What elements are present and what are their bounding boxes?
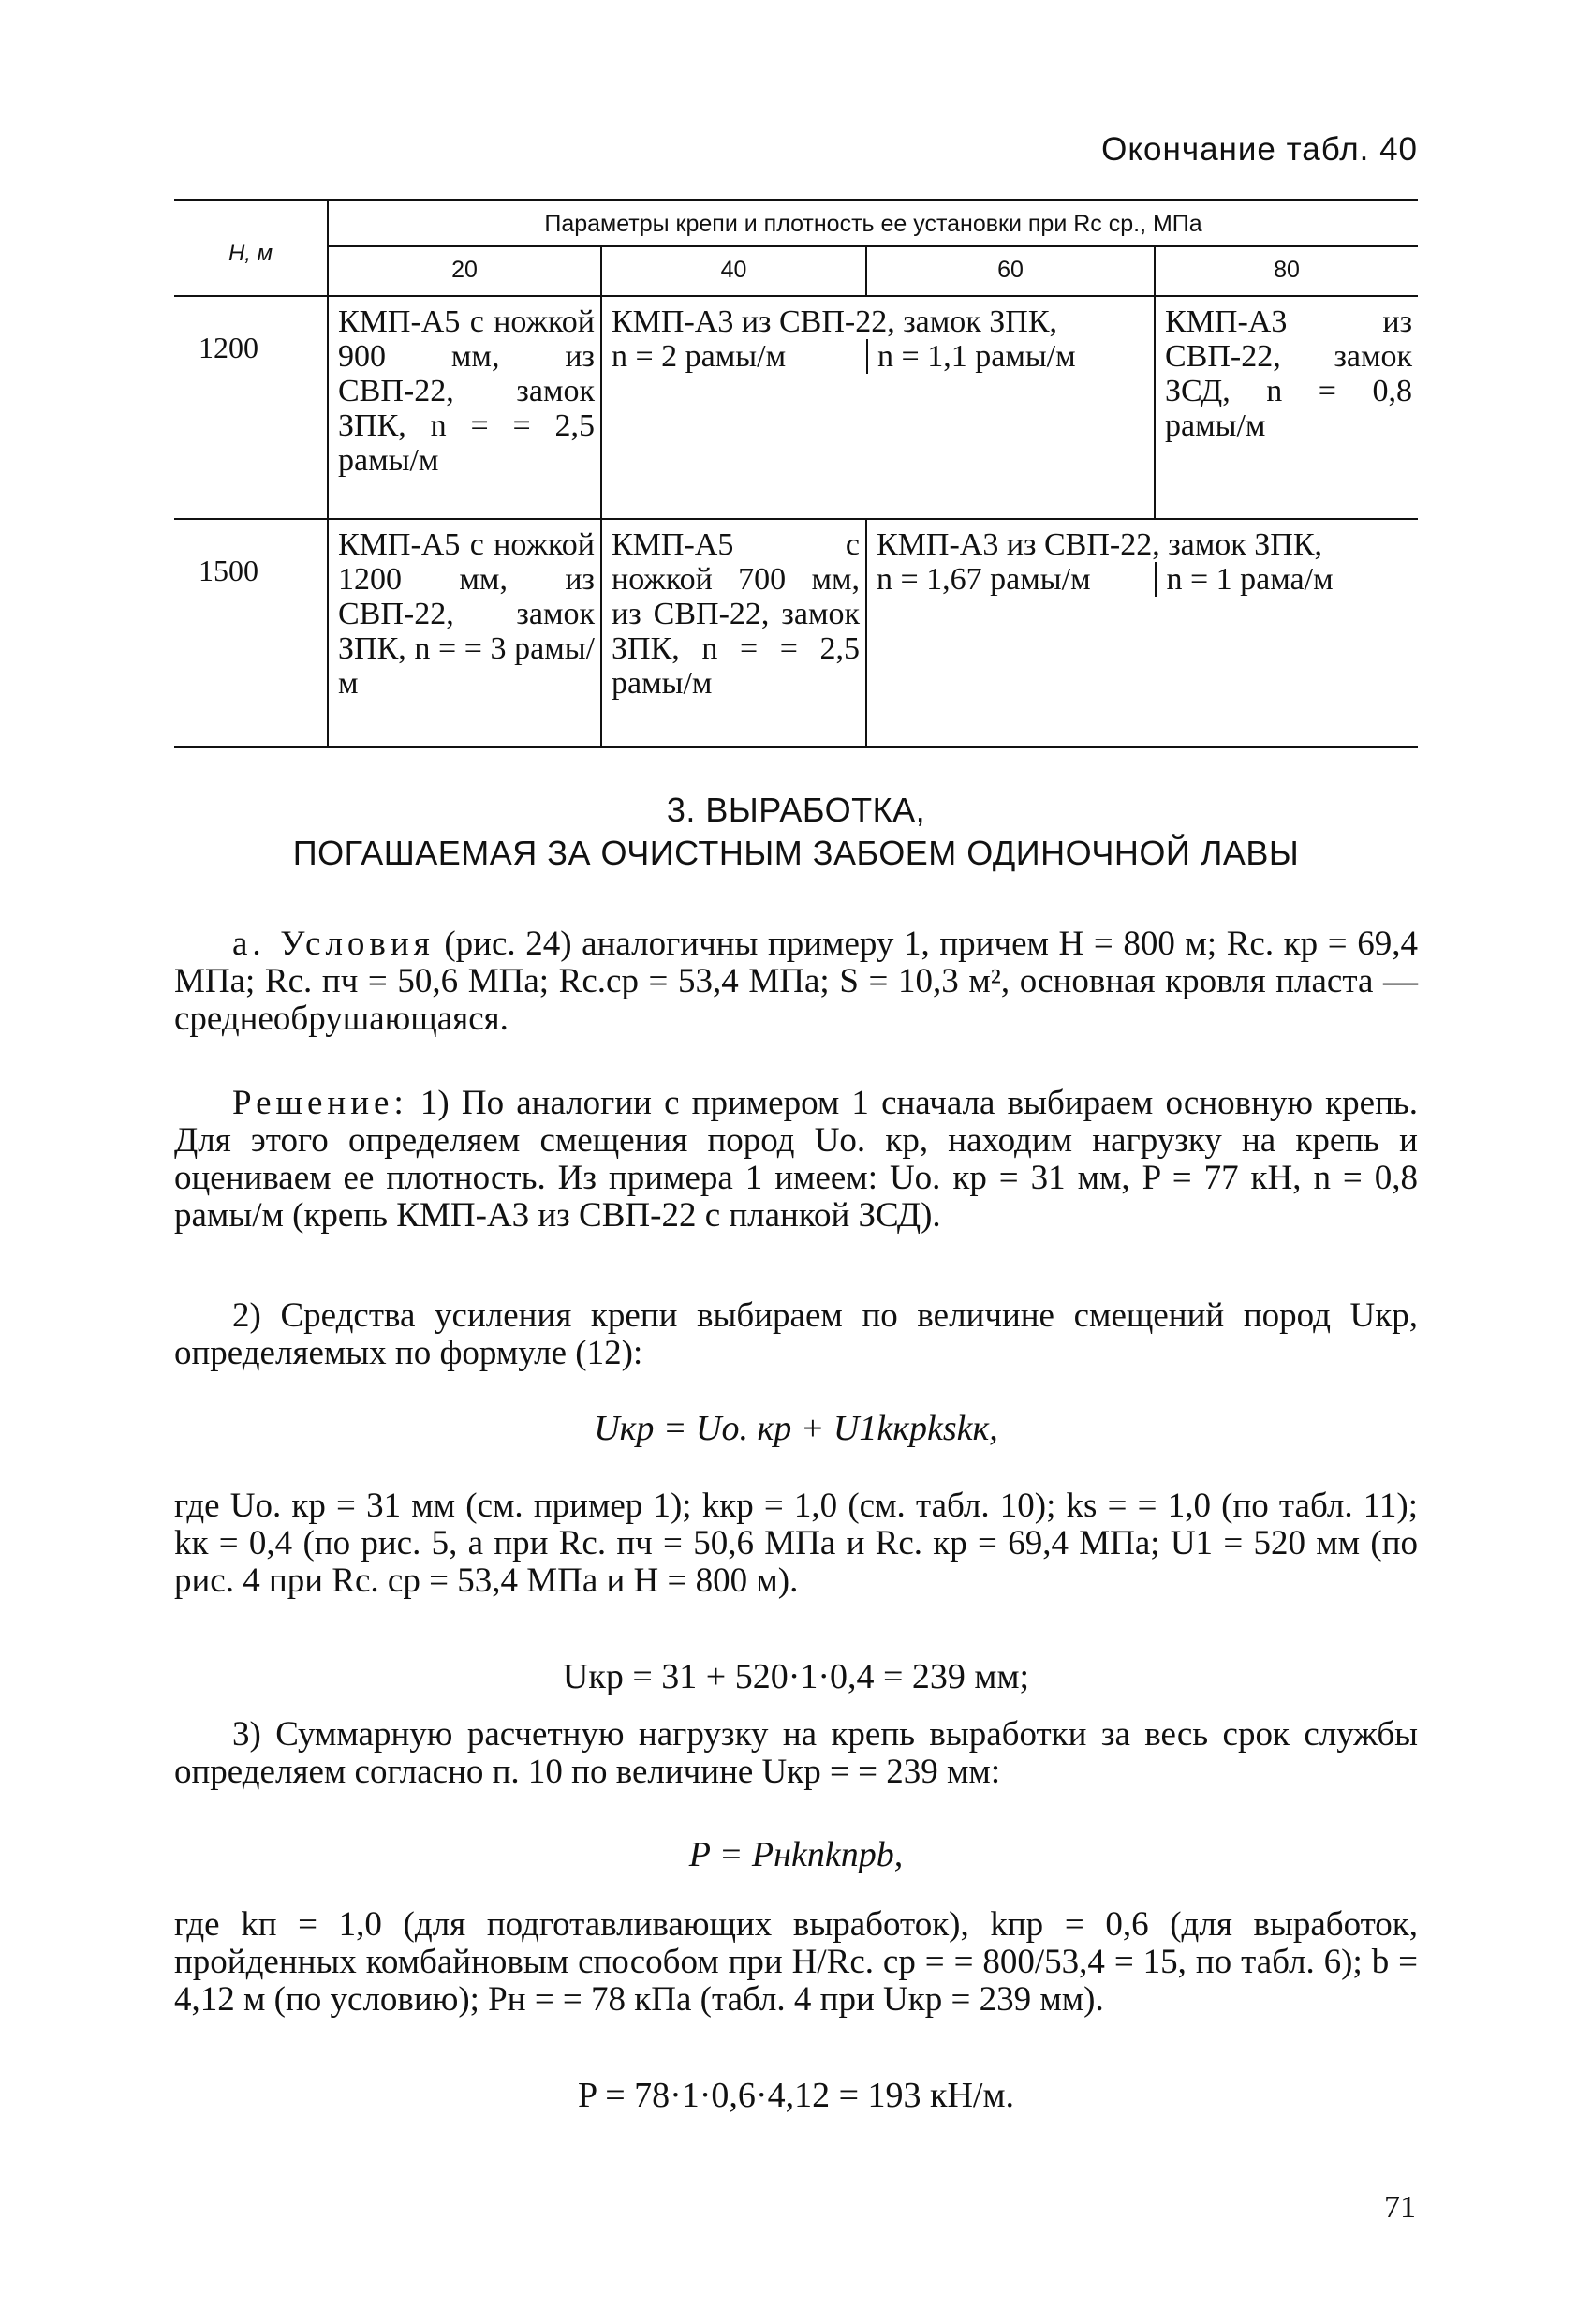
support-parameters-table [174, 199, 1418, 748]
page-number: 71 [1384, 2190, 1416, 2225]
table-continuation-label: Окончание табл. 40 [1101, 131, 1418, 168]
where2-paragraph [174, 1906, 1418, 2019]
table-row [174, 519, 1418, 748]
solution-step1-paragraph [174, 1085, 1418, 1235]
calc-ukr: Uкр = 31 + 520·1·0,4 = 239 мм; [562, 1657, 1030, 1696]
formula-ukr: Uкр = Uо. кр + U1kкрkskк, [594, 1409, 998, 1448]
cell-1500-60: n = 1,67 рамы/м [877, 562, 1091, 597]
cell-1200-40-60 [601, 296, 1155, 519]
solution-step2: 2) Средства усиления крепи выбираем по величине смещений пород Uкр, определяемых по формуле (12): [174, 1296, 1418, 1372]
header-col-40: 40 [601, 246, 866, 296]
header-h: H, м [174, 200, 328, 297]
where1-text: где Uо. кр = 31 мм (см. пример 1); kкр = 1,0 (см. табл. 10); ks = = 1,0 (по табл. 11); kк = 0,4 (по рис. 5, а при Rс. пч = 50,6 МПа и Rс. кр = 69,4 МПа; U1 = 520 мм (по рис. 4 при Rс. ср = 53,4 МПа и H = 800 м). [174, 1487, 1418, 1600]
header-group: Параметры крепи и плотность ее установки при Rc ср., МПа [328, 200, 1418, 247]
cell-1500-40: КМП-А5 с ножкой 700 мм, из СВП-22, замок ЗПК, n = = 2,5 рамы/м [601, 519, 866, 748]
solution-step3-paragraph [174, 1716, 1418, 1791]
cell-1500-20: КМП-А5 с ножкой 1200 мм, из СВП-22, замок ЗПК, n = = 3 рамы/м [328, 519, 601, 748]
cell-1200-80: КМП-А3 из СВП-22, замок ЗСД, n = 0,8 рамы/м [1155, 296, 1418, 519]
where1-paragraph [174, 1488, 1418, 1600]
conditions-label: а. Условия [232, 925, 435, 963]
cell-1500-80: n = 1 рама/м [1155, 562, 1418, 597]
header-col-20: 20 [328, 246, 601, 296]
conditions-paragraph [174, 925, 1418, 1038]
solution-step3: 3) Суммарную расчетную нагрузку на крепь выработки за весь срок службы определяем согласно п. 10 по величине Uкр = = 239 мм: [174, 1715, 1418, 1791]
section-title-line1: 3. ВЫРАБОТКА, [666, 791, 926, 829]
cell-1500-60-80 [866, 519, 1418, 748]
header-col-80: 80 [1155, 246, 1418, 296]
solution-step2-paragraph [174, 1297, 1418, 1372]
cell-1200-20: КМП-А5 с ножкой 900 мм, из СВП-22, замок ЗПК, n = = 2,5 рамы/м [328, 296, 601, 519]
cell-1200-40: n = 2 рамы/м [612, 339, 787, 374]
cell-1500-joined-text: КМП-А3 из СВП-22, замок ЗПК, [877, 527, 1323, 562]
where2-text: где kп = 1,0 (для подготавливающих выработок), kпр = 0,6 (для выработок, пройденных комбайновым способом при H/Rс. ср = = 800/53,4 = 15, по табл. 6); b = 4,12 м (по условию); Pн = = 78 кПа (табл. 4 при Uкр = 239 мм). [174, 1905, 1418, 2019]
cell-h-1500: 1500 [199, 554, 258, 587]
formula-p: P = Pнkпkпрb, [688, 1835, 904, 1874]
cell-1200-60: n = 1,1 рамы/м [866, 339, 1154, 374]
solution-label: Решение: [232, 1084, 408, 1122]
conditions-text: (рис. 24) аналогичны примеру 1, причем H = 800 м; Rс. кр = 69,4 МПа; Rс. пч = 50,6 МПа; Rс.ср = 53,4 МПа; S = 10,3 м², основная кровля пласта — среднеобрушающаяся. [174, 925, 1418, 1038]
table-row [174, 296, 1418, 519]
cell-h-1200: 1200 [199, 331, 258, 364]
header-col-60: 60 [866, 246, 1155, 296]
solution-step1: 1) По аналогии с примером 1 сначала выбираем основную крепь. Для этого определяем смещения пород Uо. кр, находим нагрузку на крепь и оцениваем ее плотность. Из примера 1 имеем: Uо. кр = 31 мм, P = 77 кН, n = 0,8 рамы/м (крепь КМП-А3 из СВП-22 с планкой ЗСД). [174, 1084, 1419, 1235]
section-title-line2: ПОГАШАЕМАЯ ЗА ОЧИСТНЫМ ЗАБОЕМ ОДИНОЧНОЙ ЛАВЫ [292, 834, 1300, 872]
cell-1200-joined-text: КМП-А3 из СВП-22, замок ЗПК, [612, 304, 1058, 339]
calc-p: P = 78·1·0,6·4,12 = 193 кН/м. [577, 2076, 1015, 2115]
